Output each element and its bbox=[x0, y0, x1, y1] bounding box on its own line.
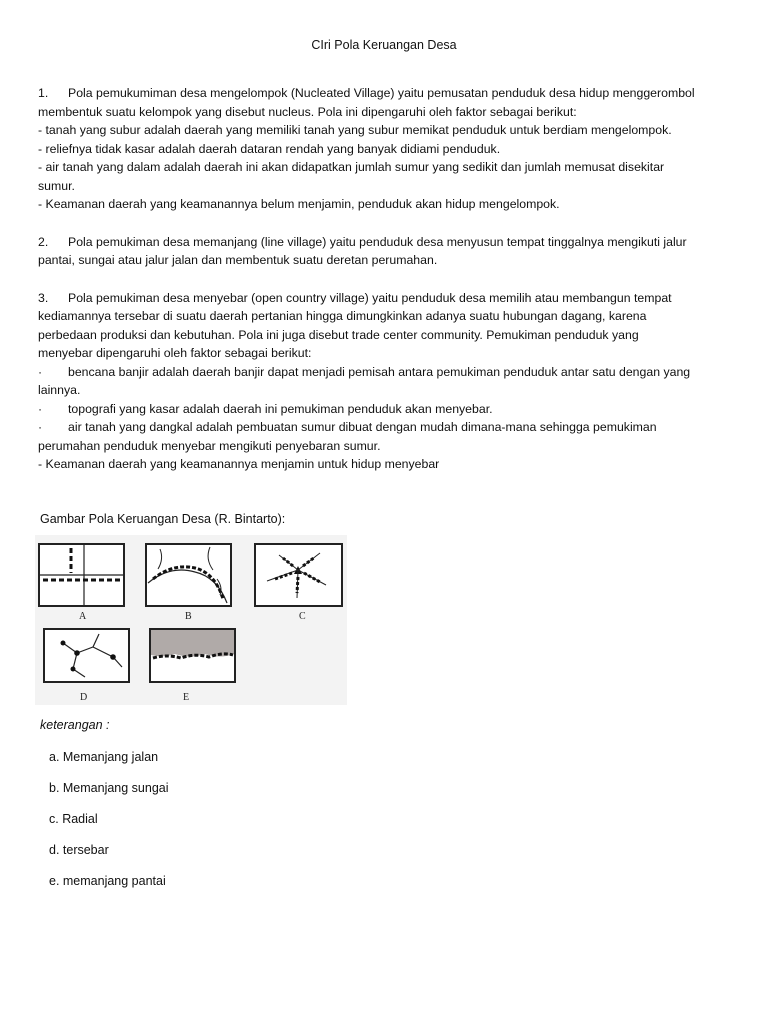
settlement-pattern-figure bbox=[35, 535, 347, 705]
section-3-bullet: · air tanah yang dangkal adalah pembuatan sumur dibuat dengan mudah dimana-mana sehingga pemukiman bbox=[38, 418, 738, 437]
legend-item: c. Radial bbox=[49, 812, 98, 826]
section-3-bullet: · topografi yang kasar adalah daerah ini pemukiman penduduk akan menyebar. bbox=[38, 400, 738, 419]
section-2-line: 2. Pola pemukiman desa memanjang (line village) yaitu penduduk desa menyusun tempat tinggalnya mengikuti jalur bbox=[38, 233, 738, 252]
section-1-point: - reliefnya tidak kasar adalah daerah dataran rendah yang banyak didiami penduduk. bbox=[38, 141, 501, 156]
section-1-intro: 1. Pola pemukumiman desa mengelompok (Nucleated Village) yaitu pemusatan penduduk desa hidup menggerombol bbox=[38, 84, 738, 103]
section-1-point: - Keamanan daerah yang keamanannya belum menjamin, penduduk akan hidup mengelompok. bbox=[38, 197, 560, 211]
legend-item: a. Memanjang jalan bbox=[49, 750, 159, 764]
section-number: 3. bbox=[38, 290, 49, 305]
section-3-bullet-cont: perumahan penduduk menyebar mengikuti penyebaran sumur. bbox=[38, 438, 381, 453]
panel-label: B bbox=[185, 611, 192, 622]
section-3-line: kediamannya tersebar di suatu daerah pertanian hingga dimungkinkan adanya suatu hubungan dagang, karena bbox=[38, 309, 647, 323]
section-3-last: - Keamanan daerah yang keamanannya menjamin untuk hidup menyebar bbox=[38, 457, 440, 471]
section-1-intro-cont: membentuk suatu kelompok yang disebut nucleus. Pola ini dipengaruhi oleh faktor sebagai berikut: bbox=[38, 104, 577, 119]
section-1-point: sumur. bbox=[38, 178, 75, 193]
section-2-line: pantai, sungai atau jalur jalan dan membentuk suatu deretan perumahan. bbox=[38, 253, 438, 267]
section-3-bullet-cont: lainnya. bbox=[38, 383, 81, 397]
bullet-dot: · bbox=[38, 420, 43, 434]
document-title: CIri Pola Keruangan Desa bbox=[311, 38, 457, 52]
section-1-point: - air tanah yang dalam adalah daerah ini akan didapatkan jumlah sumur yang sedikit dan jumlah memusat disekitar bbox=[38, 160, 665, 174]
bullet-dot: · bbox=[38, 401, 43, 416]
bullet-dot: · bbox=[38, 364, 43, 379]
section-3-line: perbedaan produksi dan kebutuhan. Pola ini juga disebut trade center community. Pemukiman penduduk yang bbox=[38, 327, 639, 342]
section-1-point: - tanah yang subur adalah daerah yang memiliki tanah yang subur memikat penduduk untuk berdiam mengelompok. bbox=[38, 123, 672, 137]
panel-label: E bbox=[183, 692, 190, 703]
section-number: 1. bbox=[38, 86, 49, 100]
legend-item: d. tersebar bbox=[49, 843, 109, 857]
legend-item: e. memanjang pantai bbox=[49, 874, 166, 888]
legend-heading: keterangan : bbox=[40, 718, 110, 732]
section-number: 2. bbox=[38, 234, 49, 249]
panel-label: C bbox=[299, 611, 306, 622]
panel-label: D bbox=[80, 692, 88, 703]
figure-caption: Gambar Pola Keruangan Desa (R. Bintarto): bbox=[40, 512, 286, 526]
panel-label: A bbox=[79, 611, 87, 622]
legend-item: b. Memanjang sungai bbox=[49, 781, 169, 795]
legend-list bbox=[49, 749, 169, 904]
section-3-line: menyebar dipengaruhi oleh faktor sebagai berikut: bbox=[38, 346, 312, 360]
section-3-bullet: · bencana banjir adalah daerah banjir dapat menjadi pemisah antara pemukiman penduduk antar satu dengan yang bbox=[38, 363, 738, 382]
section-3-line: 3. Pola pemukiman desa menyebar (open country village) yaitu penduduk desa memilih atau membangun tempat bbox=[38, 289, 738, 308]
document-body bbox=[38, 84, 738, 474]
